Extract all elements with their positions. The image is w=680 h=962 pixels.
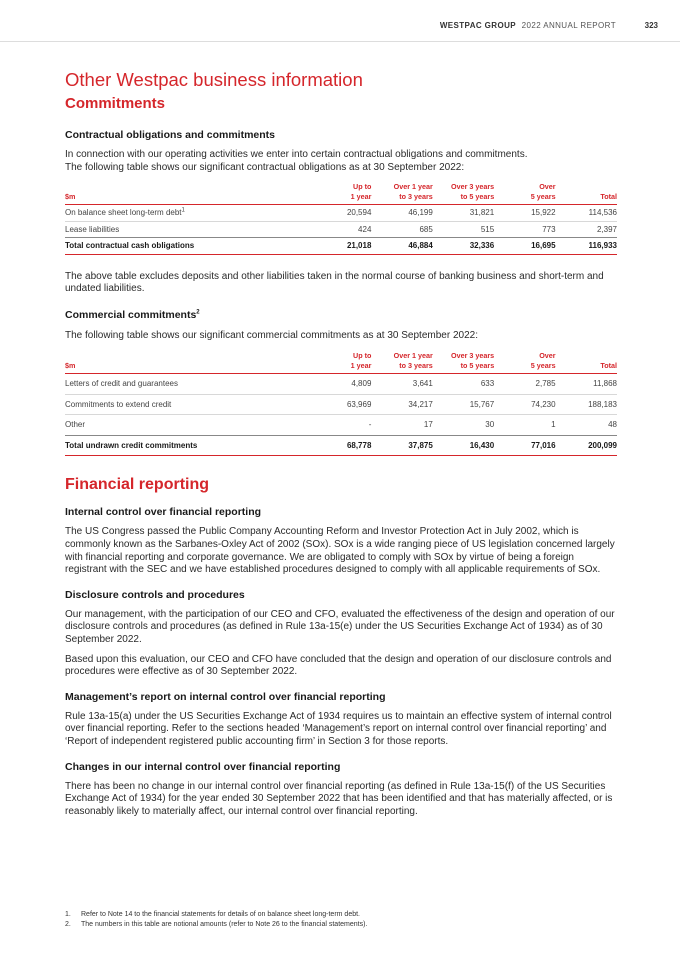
table-header-row	[65, 182, 617, 205]
cell-value: 11,868	[556, 374, 617, 395]
running-header	[440, 21, 616, 30]
cell-value: 1	[494, 415, 555, 436]
cell-value: 37,875	[371, 435, 432, 456]
contractual-subheading: Contractual obligations and commitments	[65, 129, 276, 141]
footnote-ref: 1	[181, 207, 185, 214]
cell-value: 46,884	[371, 238, 432, 255]
cell-value: 17	[371, 415, 432, 436]
contractual-obligations-table	[65, 182, 617, 255]
disclosure-controls-paragraph-2: Based upon this evaluation, our CEO and CFO have concluded that the design and operation of our disclosure controls and procedures were effective as of 30 September 2022.	[65, 653, 612, 678]
column-header: Up to 1 year	[310, 351, 371, 374]
cell-value: 77,016	[494, 435, 555, 456]
table-row	[65, 205, 617, 222]
page-number: 323	[644, 21, 658, 30]
footnote-number: 2.	[65, 921, 71, 928]
internal-control-paragraph: The US Congress passed the Public Company Accounting Reform and Investor Protection Act in July 2002, which is commonly known as the Sarbanes-Oxley Act of 2002 (SOx). SOx is a wide ranging piece of US legislation concerned largely with financial reporting and corporate governance. We are obligated to comply with SOx by virtue of being a foreign registrant with the SEC and we have established procedures designed to comply with all applicable requirements of SOx.	[65, 526, 615, 576]
cell-value: 4,809	[310, 374, 371, 395]
cell-value: 3,641	[371, 374, 432, 395]
disclosure-controls-subheading: Disclosure controls and procedures	[65, 588, 245, 601]
contractual-intro-line1: In connection with our operating activities we enter into certain contractual obligations and commitments.	[65, 149, 528, 160]
table-row	[65, 415, 617, 436]
table-header-row	[65, 351, 617, 374]
row-label: Total undrawn credit commitments	[65, 435, 310, 456]
cell-value: -	[310, 415, 371, 436]
cell-value: 685	[371, 221, 432, 238]
cell-value: 30	[433, 415, 494, 436]
column-header: $m	[65, 351, 310, 374]
column-header: Over 1 year to 3 years	[371, 182, 432, 205]
cell-value: 114,536	[556, 205, 617, 222]
column-header: Total	[556, 351, 617, 374]
cell-value: 32,336	[433, 238, 494, 255]
total-row	[65, 435, 617, 456]
footnote-ref: 2	[196, 309, 200, 316]
cell-value: 21,018	[310, 238, 371, 255]
row-label: Letters of credit and guarantees	[65, 374, 310, 395]
cell-value: 515	[433, 221, 494, 238]
table-row	[65, 374, 617, 395]
table-row	[65, 394, 617, 415]
header-org: WESTPAC GROUP	[439, 21, 517, 30]
commercial-intro: The following table shows our significant commercial commitments as at 30 September 2022:	[65, 329, 478, 341]
footnote-text: Refer to Note 14 to the financial statements for details of on balance sheet long-term debt.	[81, 911, 360, 918]
commercial-subheading: Commercial commitments$^2$	[65, 308, 200, 321]
cell-value: 34,217	[371, 394, 432, 415]
table-row	[65, 221, 617, 238]
cell-value: 46,199	[371, 205, 432, 222]
page-content	[65, 68, 617, 818]
cell-value: 16,430	[433, 435, 494, 456]
footnote	[65, 920, 625, 930]
cell-value: 74,230	[494, 394, 555, 415]
changes-internal-control-paragraph: There has been no change in our internal control over financial reporting (as defined in Rule 13a-15(f) of the US Securities Exchange Act of 1934) for the year ended 30 September 2022 that has been identified and that has materially affected, or is reasonably likely to materially affect, our internal control over financial reporting.	[65, 780, 613, 817]
page-header	[0, 0, 680, 42]
column-header: Over 5 years	[494, 182, 555, 205]
cell-value: 15,922	[494, 205, 555, 222]
footnotes	[65, 910, 625, 930]
cell-value: 15,767	[433, 394, 494, 415]
column-header: Up to 1 year	[310, 182, 371, 205]
cell-value: 424	[310, 221, 371, 238]
contractual-intro	[65, 149, 617, 174]
column-header: Over 1 year to 3 years	[371, 351, 432, 374]
commercial-commitments-table	[65, 351, 617, 456]
footnote	[65, 910, 625, 920]
cell-value: 773	[494, 221, 555, 238]
column-header: Over 5 years	[494, 351, 555, 374]
cell-value: 188,183	[556, 394, 617, 415]
total-row	[65, 238, 617, 255]
financial-reporting-heading: Financial reporting	[65, 476, 210, 494]
management-report-subheading: Management’s report on internal control over financial reporting	[65, 690, 386, 703]
commitments-heading: Commitments	[65, 95, 166, 112]
row-label: On balance sheet long-term debt$^1$	[65, 205, 310, 222]
footnote-text: The numbers in this table are notional amounts (refer to Note 26 to the financial statements).	[81, 921, 368, 928]
management-report-paragraph: Rule 13a-15(a) under the US Securities Exchange Act of 1934 requires us to maintain an effective system of internal control over financial reporting. Refer to the sections headed ‘Management’s report on internal control over financial reporting’ and ‘Report of independent registered public accounting firm’ in Section 3 for those reports.	[65, 710, 612, 747]
disclosure-controls-paragraph-1: Our management, with the participation of our CEO and CFO, evaluated the effectiveness of the design and operation of our disclosure controls and procedures (as defined in Rule 13a-15(e) under the US Securities Exchange Act of 1934) as of 30 September 2022.	[65, 608, 615, 646]
page-title: Other Westpac business information	[65, 69, 363, 90]
changes-internal-control-subheading: Changes in our internal control over financial reporting	[65, 760, 341, 773]
column-header: Total	[556, 182, 617, 205]
footnote-number: 1.	[65, 911, 71, 918]
row-label: Commitments to extend credit	[65, 394, 310, 415]
row-label: Other	[65, 415, 310, 436]
internal-control-subheading: Internal control over financial reporting	[65, 506, 262, 519]
column-header: $m	[65, 182, 310, 205]
cell-value: 633	[433, 374, 494, 395]
header-report: 2022 ANNUAL REPORT	[521, 21, 616, 30]
cell-value: 20,594	[310, 205, 371, 222]
cell-value: 200,099	[556, 435, 617, 456]
cell-value: 48	[556, 415, 617, 436]
cell-value: 16,695	[494, 238, 555, 255]
cell-value: 63,969	[310, 394, 371, 415]
cell-value: 2,785	[494, 374, 555, 395]
cell-value: 68,778	[310, 435, 371, 456]
contractual-table-note: The above table excludes deposits and other liabilities taken in the normal course of banking business and short-term and undated liabilities.	[65, 270, 604, 295]
column-header: Over 3 years to 5 years	[433, 182, 494, 205]
contractual-intro-line2: The following table shows our significant contractual obligations as at 30 September 2022:	[65, 161, 465, 173]
cell-value: 2,397	[556, 221, 617, 238]
cell-value: 116,933	[556, 238, 617, 255]
row-label: Lease liabilities	[65, 221, 310, 238]
cell-value: 31,821	[433, 205, 494, 222]
column-header: Over 3 years to 5 years	[433, 351, 494, 374]
row-label: Total contractual cash obligations	[65, 238, 310, 255]
